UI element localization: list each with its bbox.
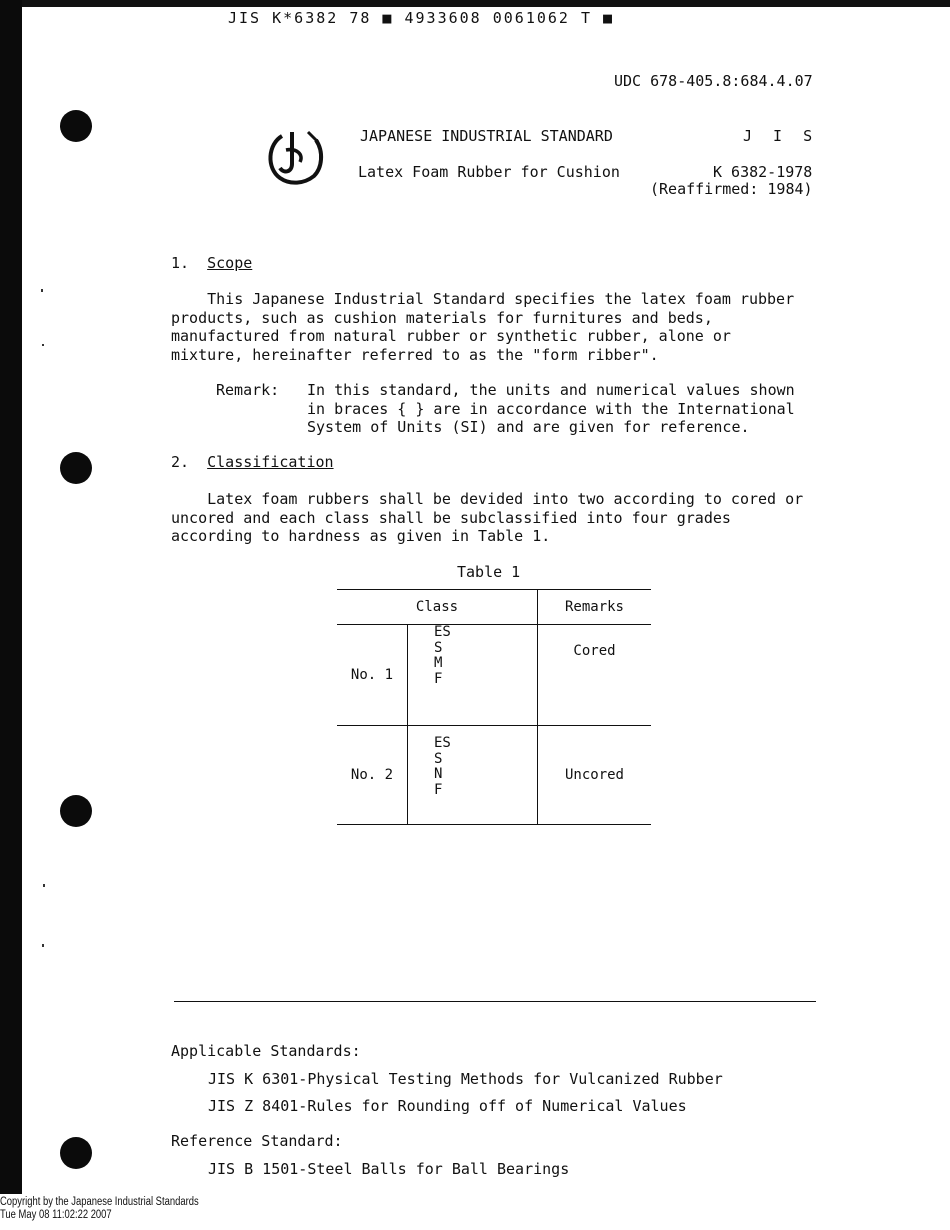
remark-cell: Cored <box>538 625 652 726</box>
grade: F <box>434 781 443 798</box>
scan-speck <box>42 944 44 947</box>
grade: M <box>434 655 443 671</box>
table-row <box>337 726 651 825</box>
standard-subject: Latex Foam Rubber for Cushion <box>358 163 620 181</box>
scan-edge-top <box>0 0 950 7</box>
table-header-row <box>337 590 651 625</box>
scan-speck <box>41 289 43 292</box>
paragraph-line: This Japanese Industrial Standard specifies the latex foam rubber <box>171 290 795 308</box>
standard-number: K 6382-1978 <box>713 163 813 181</box>
udc-number: UDC 678-405.8:684.4.07 <box>614 72 813 90</box>
remark-text <box>307 381 827 437</box>
footer-divider <box>174 1001 816 1002</box>
jis-logo-icon <box>262 128 328 186</box>
copyright-notice <box>0 1196 199 1222</box>
table-row <box>337 625 651 726</box>
reference-standard-title: Reference Standard: <box>171 1132 343 1150</box>
section-number: 1. <box>171 254 190 272</box>
remark-line: in braces { } are in accordance with the International <box>307 399 795 418</box>
paragraph-line: manufactured from natural rubber or synthetic rubber, alone or <box>171 327 731 345</box>
punch-hole <box>60 795 92 827</box>
punch-hole <box>60 110 92 142</box>
section-heading-classification <box>171 453 334 471</box>
reference-standard-item: JIS B 1501-Steel Balls for Ball Bearings <box>208 1160 570 1178</box>
scan-speck <box>43 884 45 887</box>
applicable-standards-title: Applicable Standards: <box>171 1042 361 1060</box>
paragraph-line: uncored and each class shall be subclassified into four grades <box>171 508 731 527</box>
grades-cell <box>408 625 538 726</box>
punch-hole <box>60 1137 92 1169</box>
paragraph-line: mixture, hereinafter referred to as the "form ribber". <box>171 345 659 364</box>
section-title: Scope <box>207 254 253 272</box>
table-caption: Table 1 <box>457 563 521 581</box>
section-number: 2. <box>171 453 190 471</box>
applicable-standard-item: JIS Z 8401-Rules for Rounding off of Numerical Values <box>208 1097 687 1115</box>
header-remarks: Remarks <box>538 590 652 625</box>
remark-line: System of Units (SI) and are given for reference. <box>307 418 750 436</box>
scan-speck <box>42 344 44 346</box>
copyright-line: Copyright by the Japanese Industrial Standards <box>0 1196 199 1208</box>
grades-cell <box>408 726 538 825</box>
section-heading-scope <box>171 254 252 272</box>
grade: ES <box>434 624 451 640</box>
grade: S <box>434 639 443 656</box>
paragraph-line: products, such as cushion materials for furnitures and beds, <box>171 308 713 327</box>
punch-hole <box>60 452 92 484</box>
scan-edge-left <box>0 0 22 1194</box>
applicable-standard-item: JIS K 6301-Physical Testing Methods for Vulcanized Rubber <box>208 1070 723 1088</box>
copyright-timestamp: Tue May 08 11:02:22 2007 <box>0 1209 112 1221</box>
remark-label: Remark: <box>216 381 280 399</box>
scope-paragraph <box>171 290 831 364</box>
standard-title: JAPANESE INDUSTRIAL STANDARD <box>360 127 613 145</box>
grade: ES <box>434 735 451 751</box>
classification-paragraph <box>171 490 831 546</box>
section-title: Classification <box>207 453 334 471</box>
class-cell: No. 2 <box>337 726 408 825</box>
catalog-code: JIS K*6382 78 ■ 4933608 0061062 T ■ <box>228 9 615 27</box>
remark-cell: Uncored <box>538 726 652 825</box>
header-class: Class <box>337 590 538 625</box>
jis-mark: J I S <box>743 127 819 145</box>
grade: S <box>434 750 443 767</box>
paragraph-line: Latex foam rubbers shall be devided into two according to cored or <box>171 490 804 508</box>
grade: N <box>434 766 443 782</box>
remark-line: In this standard, the units and numerical values shown <box>307 381 795 399</box>
reaffirmed-date: (Reaffirmed: 1984) <box>650 180 813 198</box>
class-cell: No. 1 <box>337 625 408 726</box>
paragraph-line: according to hardness as given in Table 1. <box>171 527 551 545</box>
classification-table <box>337 589 651 825</box>
grade: F <box>434 670 443 687</box>
